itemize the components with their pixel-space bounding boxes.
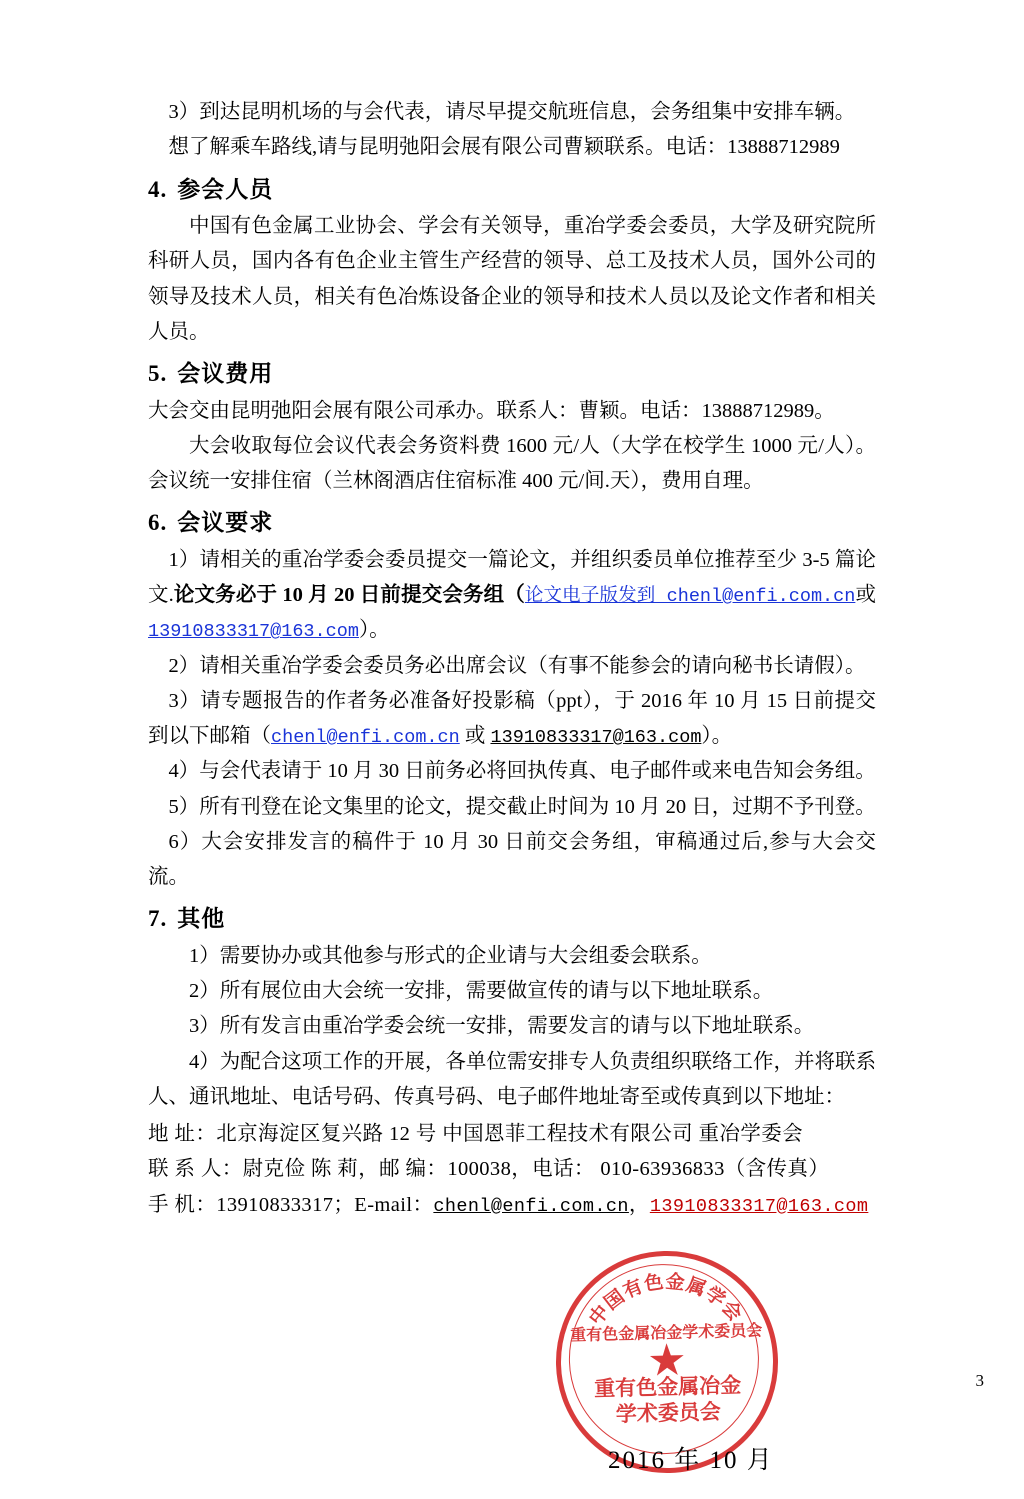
- signature-date: 2016 年 10 月: [608, 1446, 774, 1474]
- item-prefix: 4）: [168, 760, 200, 783]
- seal-arc-label: 中国有色金属学会: [585, 1271, 746, 1330]
- section-7-item-3: [148, 1009, 876, 1044]
- item-text: 所有展位由大会统一安排，需要做宣传的请与以下地址联系。: [219, 980, 774, 1002]
- section-4-paragraph: 中国有色金属工业协会、学会有关领导，重冶学委会委员，大学及研究院所科研人员，国内各有色企业主管生产经营的领导、总工及技术人员，国外公司的领导及技术人员，相关有色冶炼设备企业的领导和技术人员以及论文作者和相关人员。: [148, 215, 876, 343]
- star-icon: ★: [646, 1335, 688, 1386]
- section-7-item-4: [148, 1045, 876, 1116]
- section-5-paragraph-2: 大会收取每位会议代表会务资料费 1600 元/人（大学在校学生 1000 元/人）。会议统一安排住宿（兰林阁酒店住宿标准 400 元/间.天），费用自理。: [148, 434, 876, 492]
- item-prefix: 3）: [189, 1015, 220, 1038]
- item-text: 所有发言由重冶学委会统一安排，需要发言的请与以下地址联系。: [219, 1015, 815, 1038]
- section-title-6: 会议要求: [177, 509, 274, 536]
- item-prefix: 2）: [189, 980, 220, 1002]
- item-prefix: 1）: [189, 944, 220, 967]
- section-6-item-3: [148, 684, 876, 755]
- section-5-paragraph-1: 大会交由昆明弛阳会展有限公司承办。联系人：曹颖。电话：13888712989。: [148, 399, 835, 422]
- item-text: 与会代表请于 10 月 30 日前务必将回执传真、电子邮件或来电告知会务组。: [199, 760, 876, 783]
- item-prefix: 2）: [168, 654, 200, 677]
- section-heading-4: [148, 172, 876, 208]
- item-prefix: 4）: [189, 1050, 220, 1073]
- section-title-4: 参会人员: [177, 175, 274, 202]
- section-7-item-1: [148, 939, 876, 974]
- top-item-1: 3）到达昆明机场的与会代表，请尽早提交航班信息，会务组集中安排车辆。: [168, 101, 856, 123]
- section-number-5: 5.: [148, 361, 168, 386]
- document-body: [148, 95, 876, 1499]
- contact-person-line: [148, 1152, 876, 1187]
- contact-email-2[interactable]: 13910833317@163.com: [649, 1195, 869, 1217]
- contact-email-1[interactable]: chenl@enfi.com.cn: [433, 1195, 629, 1217]
- section-6-item-4: [148, 754, 876, 789]
- section-number-6: 6.: [148, 510, 168, 536]
- section-heading-7: [148, 901, 876, 937]
- section-6-item-1: [148, 543, 876, 649]
- contact-person-label: 联 系 人：: [148, 1158, 243, 1181]
- section-7-item-2: [148, 974, 876, 1009]
- section-number-7: 7.: [148, 906, 168, 932]
- email-link-paper[interactable]: 论文电子版发到 chenl@enfi.com.cn: [524, 586, 856, 607]
- contact-address-value: 北京海淀区复兴路 12 号 中国恩菲工程技术有限公司 重冶学委会: [216, 1123, 804, 1145]
- item-tail: ）。: [358, 619, 390, 642]
- item-text: 需要协办或其他参与形式的企业请与大会组委会联系。: [219, 944, 712, 967]
- email-link-enfi[interactable]: chenl@enfi.com.cn: [271, 727, 460, 748]
- seal-center-line-2: 学术委员会: [615, 1399, 722, 1427]
- section-title-7: 其他: [177, 905, 226, 932]
- item-lead: 请相关的重冶学委会委员提交一篇论文，并组织委员单位推荐至少 3-5 篇论文.: [148, 548, 876, 606]
- item-prefix: 1）: [168, 548, 200, 571]
- item-bold: 论文务必于 10 月 20 日前提交会务组（: [173, 584, 525, 606]
- contact-mobile-line: [148, 1188, 876, 1223]
- item-text: 大会安排发言的稿件于 10 月 30 日前交会务组，审稿通过后,参与大会交流。: [148, 830, 876, 888]
- contact-mobile-value: 13910833317；E-mail：: [216, 1193, 434, 1216]
- top-item-2: 想了解乘车路线,请与昆明弛阳会展有限公司曹颖联系。电话：13888712989: [168, 136, 840, 159]
- section-6-item-5: [148, 790, 876, 825]
- section-number-4: 4.: [148, 176, 168, 202]
- seal-center-label: [561, 1371, 774, 1429]
- section-6-item-2: [148, 649, 876, 684]
- item-tail: ）。: [701, 725, 733, 747]
- item-text: 请相关重冶学委会委员务必出席会议（有事不能参会的请向秘书长请假）。: [199, 654, 866, 677]
- item-prefix: 6）: [168, 830, 202, 853]
- item-prefix: 5）: [168, 795, 200, 818]
- email-link-163[interactable]: 13910833317@163.com: [148, 621, 359, 643]
- seal-area: [148, 1249, 876, 1499]
- contact-person-value: 尉克俭 陈 莉，邮 编：100038，电话： 010-63936833（含传真）: [242, 1158, 830, 1181]
- contact-address-label: 地 址：: [148, 1123, 217, 1145]
- contact-mobile-label: 手 机：: [148, 1193, 217, 1216]
- item-prefix: 3）: [168, 689, 201, 712]
- item-mid: 或: [459, 725, 491, 747]
- item-mid: 或: [855, 584, 876, 606]
- section-title-5: 会议费用: [177, 360, 274, 386]
- item-text: 为配合这项工作的开展，各单位需安排专人负责组织联络工作，并将联系人、通讯地址、电话号码、传真号码、电子邮件地址寄至或传真到以下地址：: [148, 1050, 876, 1108]
- section-6-item-6: [148, 825, 876, 896]
- seal-center-line-1: 重有色金属冶金: [593, 1372, 742, 1401]
- contact-email-separator: ，: [628, 1193, 650, 1216]
- contact-address-line: [148, 1117, 876, 1152]
- contact-block: [148, 1117, 876, 1223]
- seal-sub-label: 重有色金属冶金学术委员会: [570, 1322, 763, 1345]
- item-lead: 请专题报告的作者务必准备好投影稿（ppt），于 2016 年 10 月 15 日前提交到以下邮箱（: [148, 689, 876, 747]
- email-link-163-2[interactable]: 13910833317@163.com: [490, 727, 702, 748]
- section-heading-5: [148, 356, 876, 392]
- page-number: 3: [975, 1371, 984, 1390]
- section-heading-6: [148, 505, 876, 541]
- item-text: 所有刊登在论文集里的论文，提交截止时间为 10 月 20 日，过期不予刊登。: [199, 795, 876, 818]
